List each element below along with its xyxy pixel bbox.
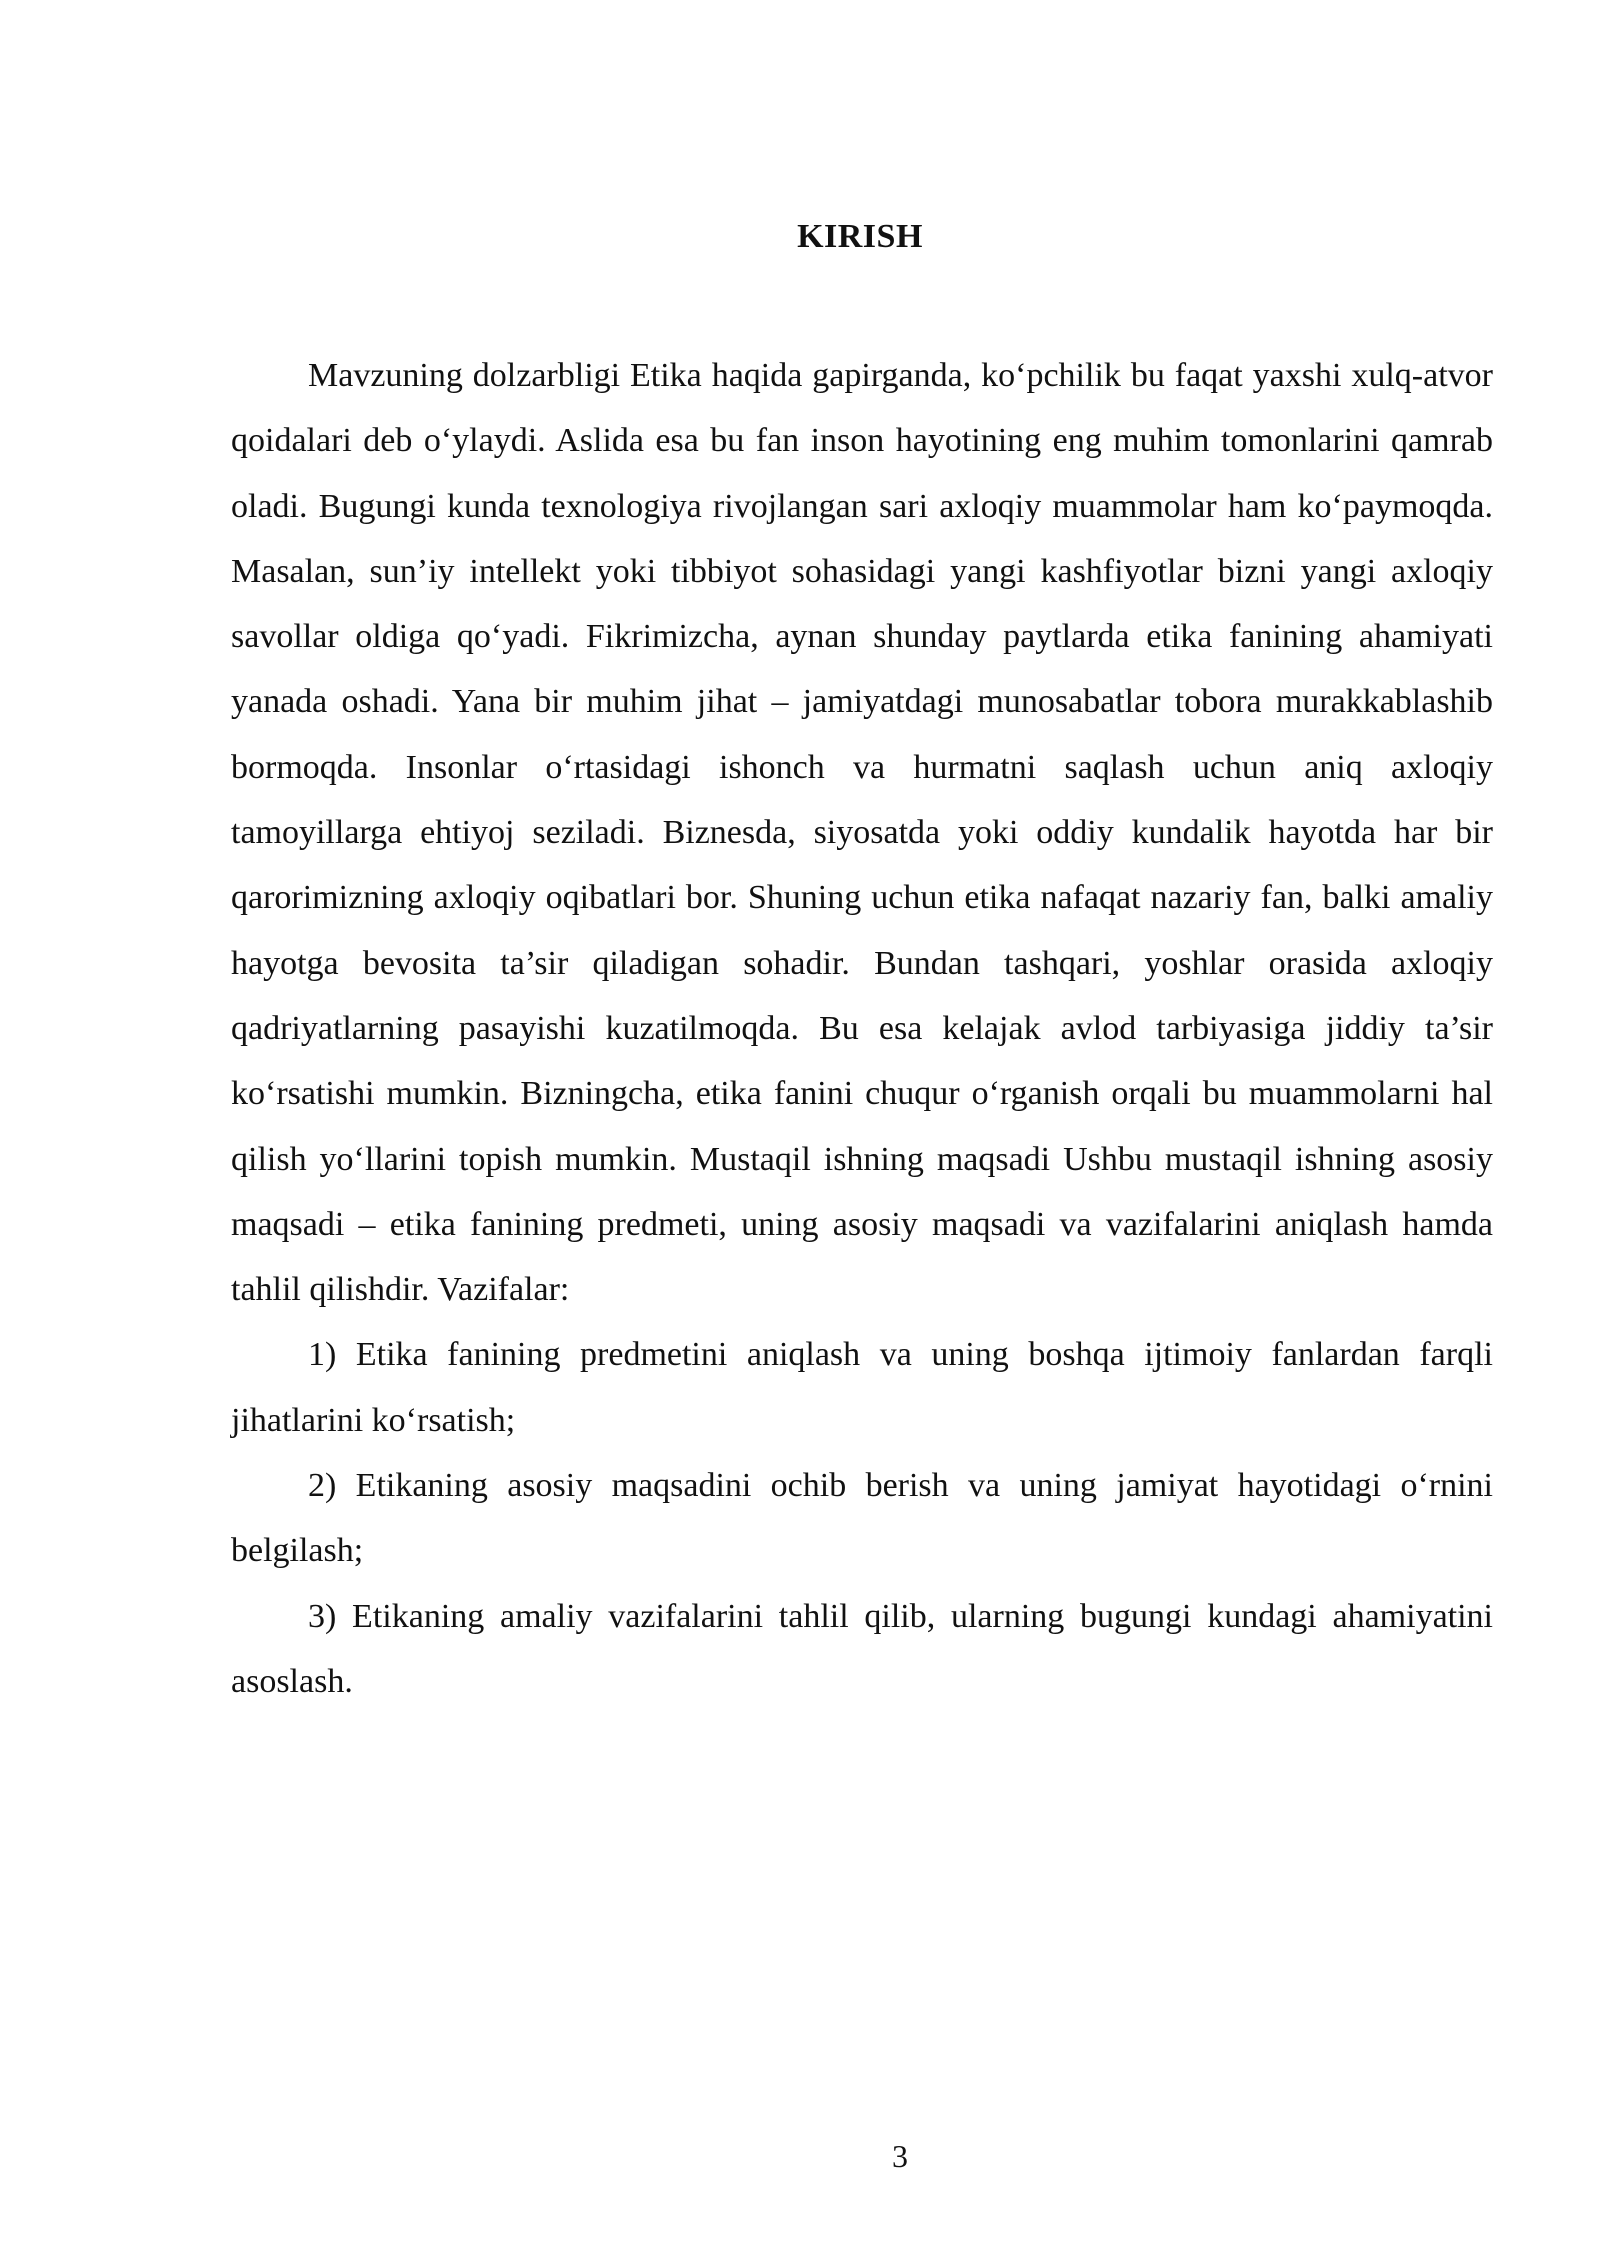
section-title: KIRISH xyxy=(797,218,923,255)
paragraph-intro: Mavzuning dolzarbligi Etika haqida gapirganda, ko‘pchilik bu faqat yaxshi xulq-atvor qoidalari deb o‘ylaydi. Aslida esa bu fan inson hayotining eng muhim tomonlarini qamrab oladi. Bugungi kunda texnologiya rivojlangan sari axloqiy muammolar ham ko‘paymoqda. Masalan, sun’iy intellekt yoki tibbiyot sohasidagi yangi kashfiyotlar bizni yangi axloqiy savollar oldiga qo‘yadi. Fikrimizcha, aynan shunday paytlarda etika fanining ahamiyati yanada oshadi. Yana bir muhim jihat – jamiyatdagi munosabatlar tobora murakkablashib bormoqda. Insonlar o‘rtasidagi ishonch va hurmatni saqlash uchun aniq axloqiy tamoyillarga ehtiyoj seziladi. Biznesda, siyosatda yoki oddiy kundalik hayotda har bir qarorimizning axloqiy oqibatlari bor. Shuning uchun etika nafaqat nazariy fan, balki amaliy hayotga bevosita ta’sir qiladigan sohadir. Bundan tashqari, yoshlar orasida axloqiy qadriyatlarning pasayishi kuzatilmoqda. Bu esa kelajak avlod tarbiyasiga jiddiy ta’sir ko‘rsatishi mumkin. Bizningcha, etika fanini chuqur o‘rganish orqali bu muammolarni hal qilish yo‘llarini topish mumkin. Mustaqil ishning maqsadi Ushbu mustaqil ishning asosiy maqsadi – etika fanining predmeti, uning asosiy maqsadi va vazifalarini aniqlash hamda tahlil qilishdir. Vazifalar: xyxy=(231,357,1493,1309)
task-item-1: 1) Etika fanining predmetini aniqlash va uning boshqa ijtimoiy fanlardan farqli jihatlarini ko‘rsatish; xyxy=(231,1336,1493,1439)
body-text xyxy=(231,343,1493,1714)
task-item-3: 3) Etikaning amaliy vazifalarini tahlil qilib, ularning bugungi kundagi ahamiyatini asoslash. xyxy=(231,1597,1493,1700)
page-number: 3 xyxy=(892,2138,908,2174)
task-item-2: 2) Etikaning asosiy maqsadini ochib berish va uning jamiyat hayotidagi o‘rnini belgilash; xyxy=(231,1467,1493,1570)
